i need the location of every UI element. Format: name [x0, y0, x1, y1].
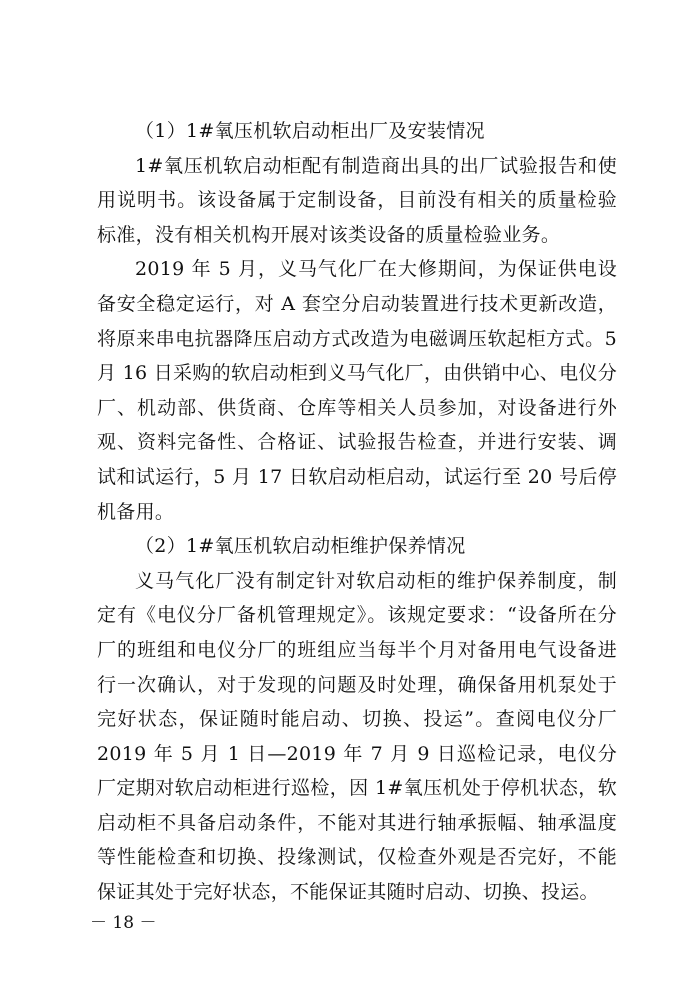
section-1-heading: （1）1#氧压机软启动柜出厂及安装情况	[135, 120, 485, 142]
document-body	[97, 114, 617, 910]
section-1-paragraph-2: 2019 年 5 月，义马气化厂在大修期间，为保证供电设备安全稳定运行，对 A 套空分启动装置进行技术更新改造，将原来串电抗器降压启动方式改造为电磁调压软起柜方式。5 月 16 日采购的软启动柜到义马气化厂，由供销中心、电仪分厂、机动部、供货商、仓库等相关人员参加，对设备进行外观、资料完备性、合格证、试验报告检查，并进行安装、调试和试运行，5 月 17 日软启动柜启动，试运行至 20 号后停机备用。	[97, 258, 617, 523]
section-2-heading: （2）1#氧压机软启动柜维护保养情况	[135, 535, 466, 558]
page-number: － 18 －	[90, 913, 157, 933]
section-2-paragraph-1: 义马气化厂没有制定针对软启动柜的维护保养制度，制定有《电仪分厂备机管理规定》。该规定要求：“设备所在分厂的班组和电仪分厂的班组应当每半个月对备用电气设备进行一次确认，对于发现的问题及时处理，确保备用机泵处于完好状态，保证随时能启动、切换、投运”。查阅电仪分厂 2019 年 5 月 1 日—2019 年 7 月 9 日巡检记录，电仪分厂定期对软启动柜进行巡检，因 1#氧压机处于停机状态，软启动柜不具备启动条件，不能对其进行轴承振幅、轴承温度等性能检查和切换、投缘测试，仅检查外观是否完好，不能保证其处于完好状态，不能保证其随时启动、切换、投运。	[97, 569, 617, 904]
section-1-paragraph-1: 1#氧压机软启动柜配有制造商出具的出厂试验报告和使用说明书。该设备属于定制设备，目前没有相关的质量检验标准，没有相关机构开展对该类设备的质量检验业务。	[97, 154, 617, 246]
